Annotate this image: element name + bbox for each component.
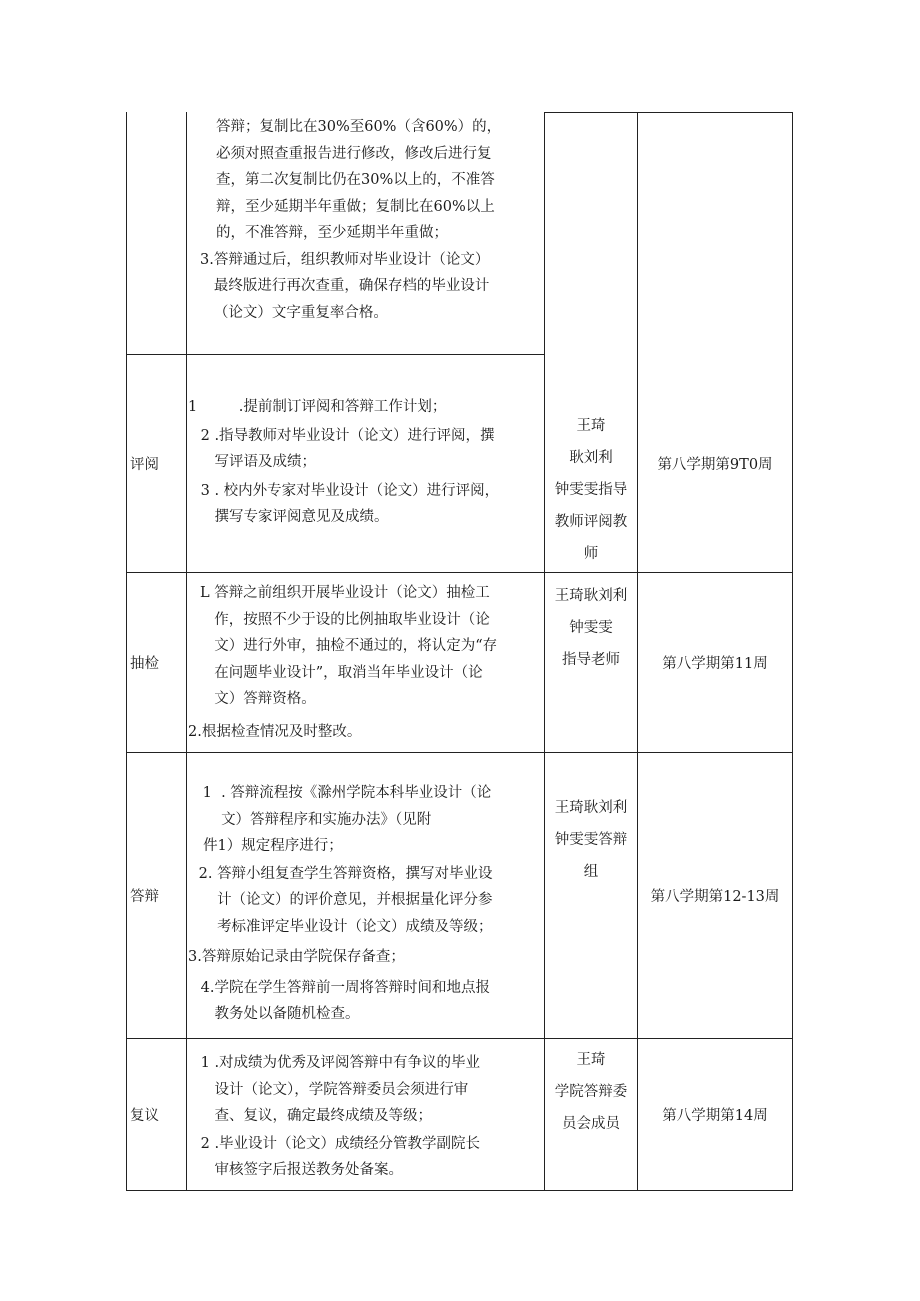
item-number: 1 <box>196 1055 215 1071</box>
content-line: . 答辩流程按《滁州学院本科毕业设计（论 <box>221 785 492 801</box>
content-line: 计（论文）的评价意见，并根据量化评分参 <box>217 892 493 908</box>
item-number: 2. <box>194 865 218 882</box>
stage-cell <box>127 1039 186 1190</box>
item-number: 2. <box>188 723 202 740</box>
table-border-right <box>792 112 793 1191</box>
stage-cell <box>127 355 186 572</box>
content-line: .提前制订评阅和答辩工作计划； <box>238 399 447 415</box>
responsible-line: 师 <box>583 546 599 562</box>
content-line: 作，按照不少于设的比例抽取毕业设计（论 <box>214 611 490 628</box>
content-line: 撰写专家评阅意见及成绩。 <box>214 509 389 525</box>
item-number: 3. <box>188 949 202 965</box>
content-cell <box>188 780 542 1028</box>
time-label: 第八学期第14周 <box>662 1108 768 1124</box>
responsible-cell <box>545 1044 637 1140</box>
content-line: 答辩；复制比在30%至60%（含60%）的， <box>216 119 502 135</box>
responsible-line: 学院答辩委 <box>554 1084 628 1100</box>
table-border-bottom <box>126 1190 793 1191</box>
item-number: 1 <box>188 399 239 415</box>
item-number: 3. <box>200 251 214 268</box>
content-line: 最终版进行再次查重，确保存档的毕业设计 <box>213 278 490 294</box>
content-line: 文）答辩资格。 <box>214 691 316 707</box>
responsible-cell <box>545 408 637 572</box>
content-line: 根据检查情况及时整改。 <box>201 723 362 740</box>
content-line: 查、复议，确定最终成绩及等级； <box>214 1108 432 1124</box>
responsible-line: 钟雯雯指导 <box>554 482 628 498</box>
top-content-cell <box>190 114 542 326</box>
stage-cell <box>127 573 186 752</box>
time-label: 第八学期第11周 <box>662 656 768 672</box>
time-cell <box>638 1039 792 1190</box>
responsible-cell <box>545 578 637 678</box>
item-number: 2 <box>196 427 215 444</box>
content-line: 答辩原始记录由学院保存备查； <box>201 949 405 965</box>
content-line: 答辩小组复查学生答辩资格，撰写对毕业设 <box>217 865 493 882</box>
content-line: 答辩之前组织开展毕业设计（论文）抽检工 <box>214 585 490 601</box>
stage-label: 评阅 <box>130 457 159 473</box>
stage-label: 复议 <box>130 1108 159 1124</box>
table-border-top <box>545 112 793 113</box>
responsible-line: 王琦耿刘利 <box>554 800 628 816</box>
content-cell <box>188 580 542 745</box>
item-number: L <box>200 585 215 601</box>
responsible-line: 指导老师 <box>562 652 620 668</box>
time-cell <box>638 753 792 1038</box>
time-label: 第八学期第12-13周 <box>650 889 780 905</box>
responsible-cell <box>545 790 637 890</box>
responsible-line: 钟雯雯答辩 <box>554 832 628 848</box>
item-number: 4. <box>196 979 215 996</box>
content-line: . 校内外专家对毕业设计（论文）进行评阅， <box>214 482 500 499</box>
content-line: 文）答辩程序和实施办法》（见附 <box>221 811 432 828</box>
item-number: 2 <box>196 1135 215 1152</box>
content-line: 考标准评定毕业设计（论文）成绩及等级； <box>217 918 493 935</box>
column-divider-1 <box>186 112 187 1191</box>
content-line: 审核签字后报送教务处备案。 <box>214 1162 403 1178</box>
time-cell <box>638 355 792 572</box>
content-line: 辩，至少延期半年重做；复制比在60%以上 <box>216 198 495 215</box>
responsible-line: 王琦 <box>576 418 606 434</box>
content-cell <box>188 1050 542 1184</box>
content-line: 学院在学生答辩前一周将答辩时间和地点报 <box>214 979 490 996</box>
responsible-line: 耿刘利 <box>569 450 613 466</box>
stage-label: 答辩 <box>130 889 159 905</box>
content-line: .对成绩为优秀及评阅答辩中有争议的毕业 <box>214 1055 481 1071</box>
time-label: 第八学期第9T0周 <box>657 457 773 473</box>
content-line: 查，第二次复制比仍在30%以上的，不准答 <box>216 172 495 188</box>
responsible-line: 钟雯雯 <box>569 620 613 636</box>
content-line: 写评语及成绩； <box>214 454 316 470</box>
responsible-line: 王琦 <box>576 1052 606 1068</box>
content-line: .指导教师对毕业设计（论文）进行评阅，撰 <box>214 427 495 444</box>
content-line: 件1）规定程序进行； <box>203 838 343 854</box>
time-cell <box>638 573 792 752</box>
responsible-line: 王琦耿刘利 <box>554 588 628 604</box>
content-line: 设计（论文），学院答辩委员会须进行审 <box>214 1081 469 1098</box>
content-cell <box>188 394 542 531</box>
content-line: 文）进行外审，抽检不通过的，将认定为“存 <box>214 638 498 654</box>
stage-cell <box>127 753 186 1038</box>
item-number: 1 <box>198 785 222 801</box>
content-line: 的，不准答辩，至少延期半年重做； <box>216 225 448 241</box>
content-line: 答辩通过后，组织教师对毕业设计（论文） <box>213 251 490 268</box>
content-line: 教务处以备随机检查。 <box>214 1006 360 1022</box>
content-line: 在问题毕业设计”，取消当年毕业设计（论 <box>214 664 483 681</box>
responsible-line: 教师评阅教 <box>554 514 628 530</box>
content-line: .毕业设计（论文）成绩经分管教学副院长 <box>214 1135 481 1152</box>
content-line: （论文）文字重复率合格。 <box>213 304 388 321</box>
responsible-line: 组 <box>583 864 599 880</box>
item-number: 3 <box>196 482 215 499</box>
content-line: 必须对照查重报告进行修改，修改后进行复 <box>216 145 492 162</box>
responsible-line: 员会成员 <box>562 1116 620 1132</box>
row-divider-1 <box>126 354 545 355</box>
stage-label: 抽检 <box>130 656 159 672</box>
